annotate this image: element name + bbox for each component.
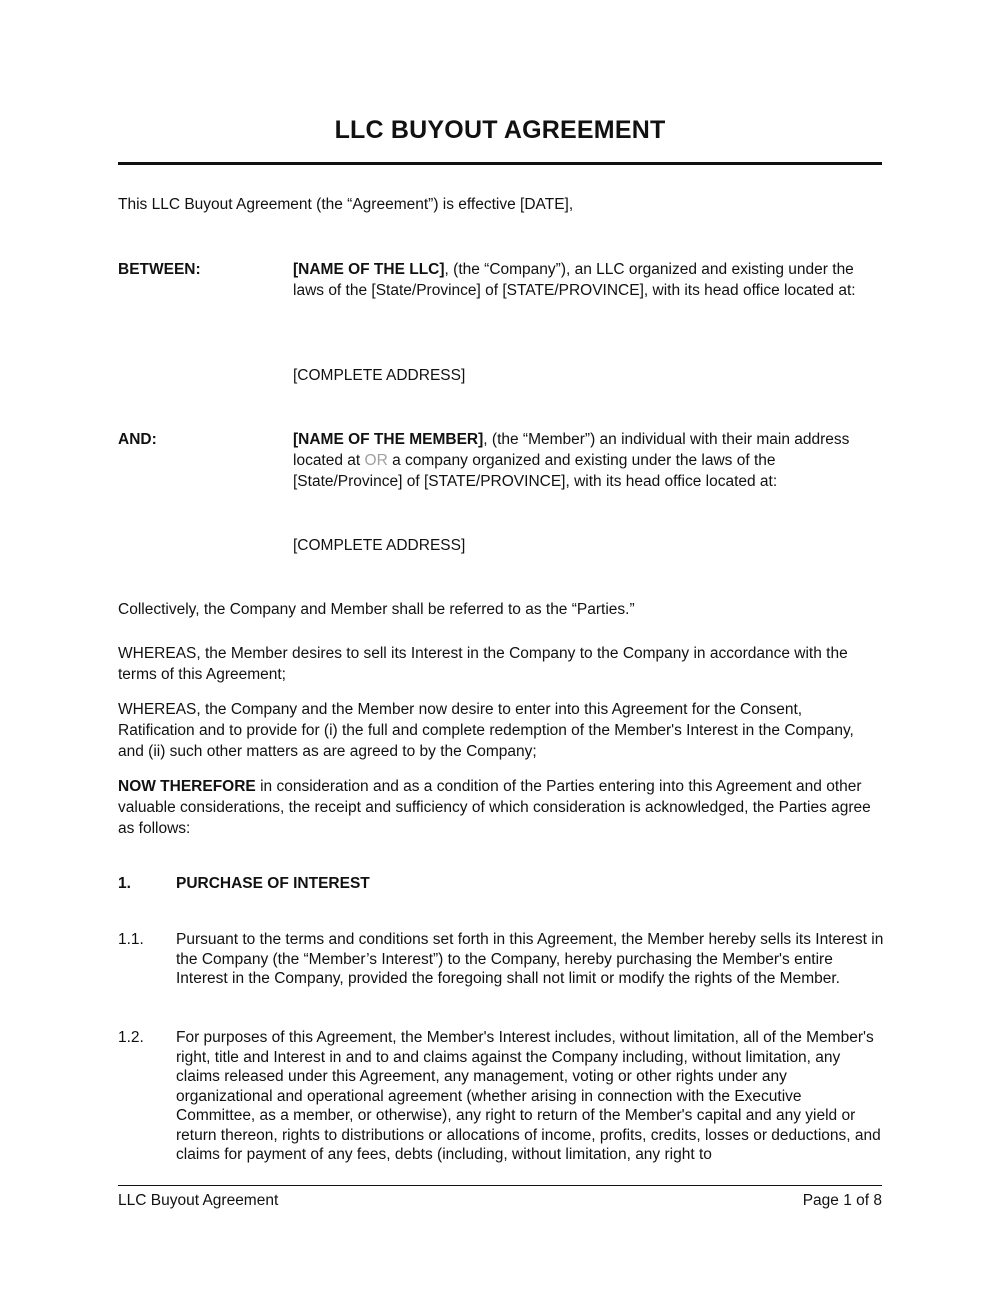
now-therefore-paragraph xyxy=(118,776,882,839)
whereas-paragraph-1: WHEREAS, the Member desires to sell its Interest in the Company to the Company in accordance with the terms of this Agreement; xyxy=(118,645,848,683)
and-address: [COMPLETE ADDRESS] xyxy=(293,537,466,554)
footer-divider xyxy=(118,1185,882,1186)
clause-1-1-text: Pursuant to the terms and conditions set forth in this Agreement, the Member hereby sells its Interest in the Company (the “Member’s Interest”) to the Company, hereby purchasing the Member's entire Interest in the Company, provided the foregoing shall not limit or modify the rights of the Member. xyxy=(176,931,884,987)
between-party-paragraph xyxy=(293,259,885,301)
clause-1-2-text: For purposes of this Agreement, the Member's Interest includes, without limitation, all of the Member's right, title and Interest in and to and claims against the Company including, without limitation, any claims released under this Agreement, any management, voting or other rights under any organizational and operational agreement (whether arising in connection with the Executive Committee, as a member, or otherwise), any right to return of the Member's capital and any yield or return thereon, rights to distributions or allocations of income, profits, credits, losses or deductions, and claims for payment of any fees, debts (including, without limitation, any right to xyxy=(176,1029,881,1163)
title-divider xyxy=(118,162,882,165)
intro-paragraph: This LLC Buyout Agreement (the “Agreement”) is effective [DATE], xyxy=(118,196,574,213)
and-label: AND: xyxy=(118,431,157,448)
or-option-marker: OR xyxy=(364,452,388,469)
now-therefore-lead: NOW THEREFORE xyxy=(118,778,256,795)
clause-1-2-number: 1.2. xyxy=(118,1029,144,1046)
section-1-title: PURCHASE OF INTEREST xyxy=(176,875,370,892)
document-title: LLC BUYOUT AGREEMENT xyxy=(334,116,666,144)
and-party-text-before: , (the “Member”) an individual with their main address located at xyxy=(293,431,850,469)
llc-name-placeholder: [NAME OF THE LLC] xyxy=(293,261,445,278)
between-label: BETWEEN: xyxy=(118,261,201,278)
between-party-text: , (the “Company”), an LLC organized and existing under the laws of the [State/Province] of [STATE/PROVINCE], with its head office located at: xyxy=(293,261,856,299)
and-party-paragraph xyxy=(293,429,885,492)
now-therefore-text: in consideration and as a condition of the Parties entering into this Agreement and other valuable considerations, the receipt and sufficiency of which consideration is acknowledged, the Parties agree as follows: xyxy=(118,778,871,837)
clause-1-1-number: 1.1. xyxy=(118,931,144,948)
section-1-number: 1. xyxy=(118,875,131,892)
member-name-placeholder: [NAME OF THE MEMBER] xyxy=(293,431,484,448)
whereas-paragraph-2: WHEREAS, the Company and the Member now desire to enter into this Agreement for the Consent, Ratification and to provide for (i) the full and complete redemption of the Member's Interest in the Company, and (ii) such other matters as are agreed to by the Company; xyxy=(118,701,854,760)
collectively-paragraph: Collectively, the Company and Member shall be referred to as the “Parties.” xyxy=(118,601,635,618)
and-party-text-after: a company organized and existing under the laws of the [State/Province] of [STATE/PROVINCE], with its head office located at: xyxy=(293,452,778,490)
between-address: [COMPLETE ADDRESS] xyxy=(293,367,466,384)
footer-document-name: LLC Buyout Agreement xyxy=(118,1192,279,1209)
footer-page-number: Page 1 of 8 xyxy=(802,1192,882,1209)
